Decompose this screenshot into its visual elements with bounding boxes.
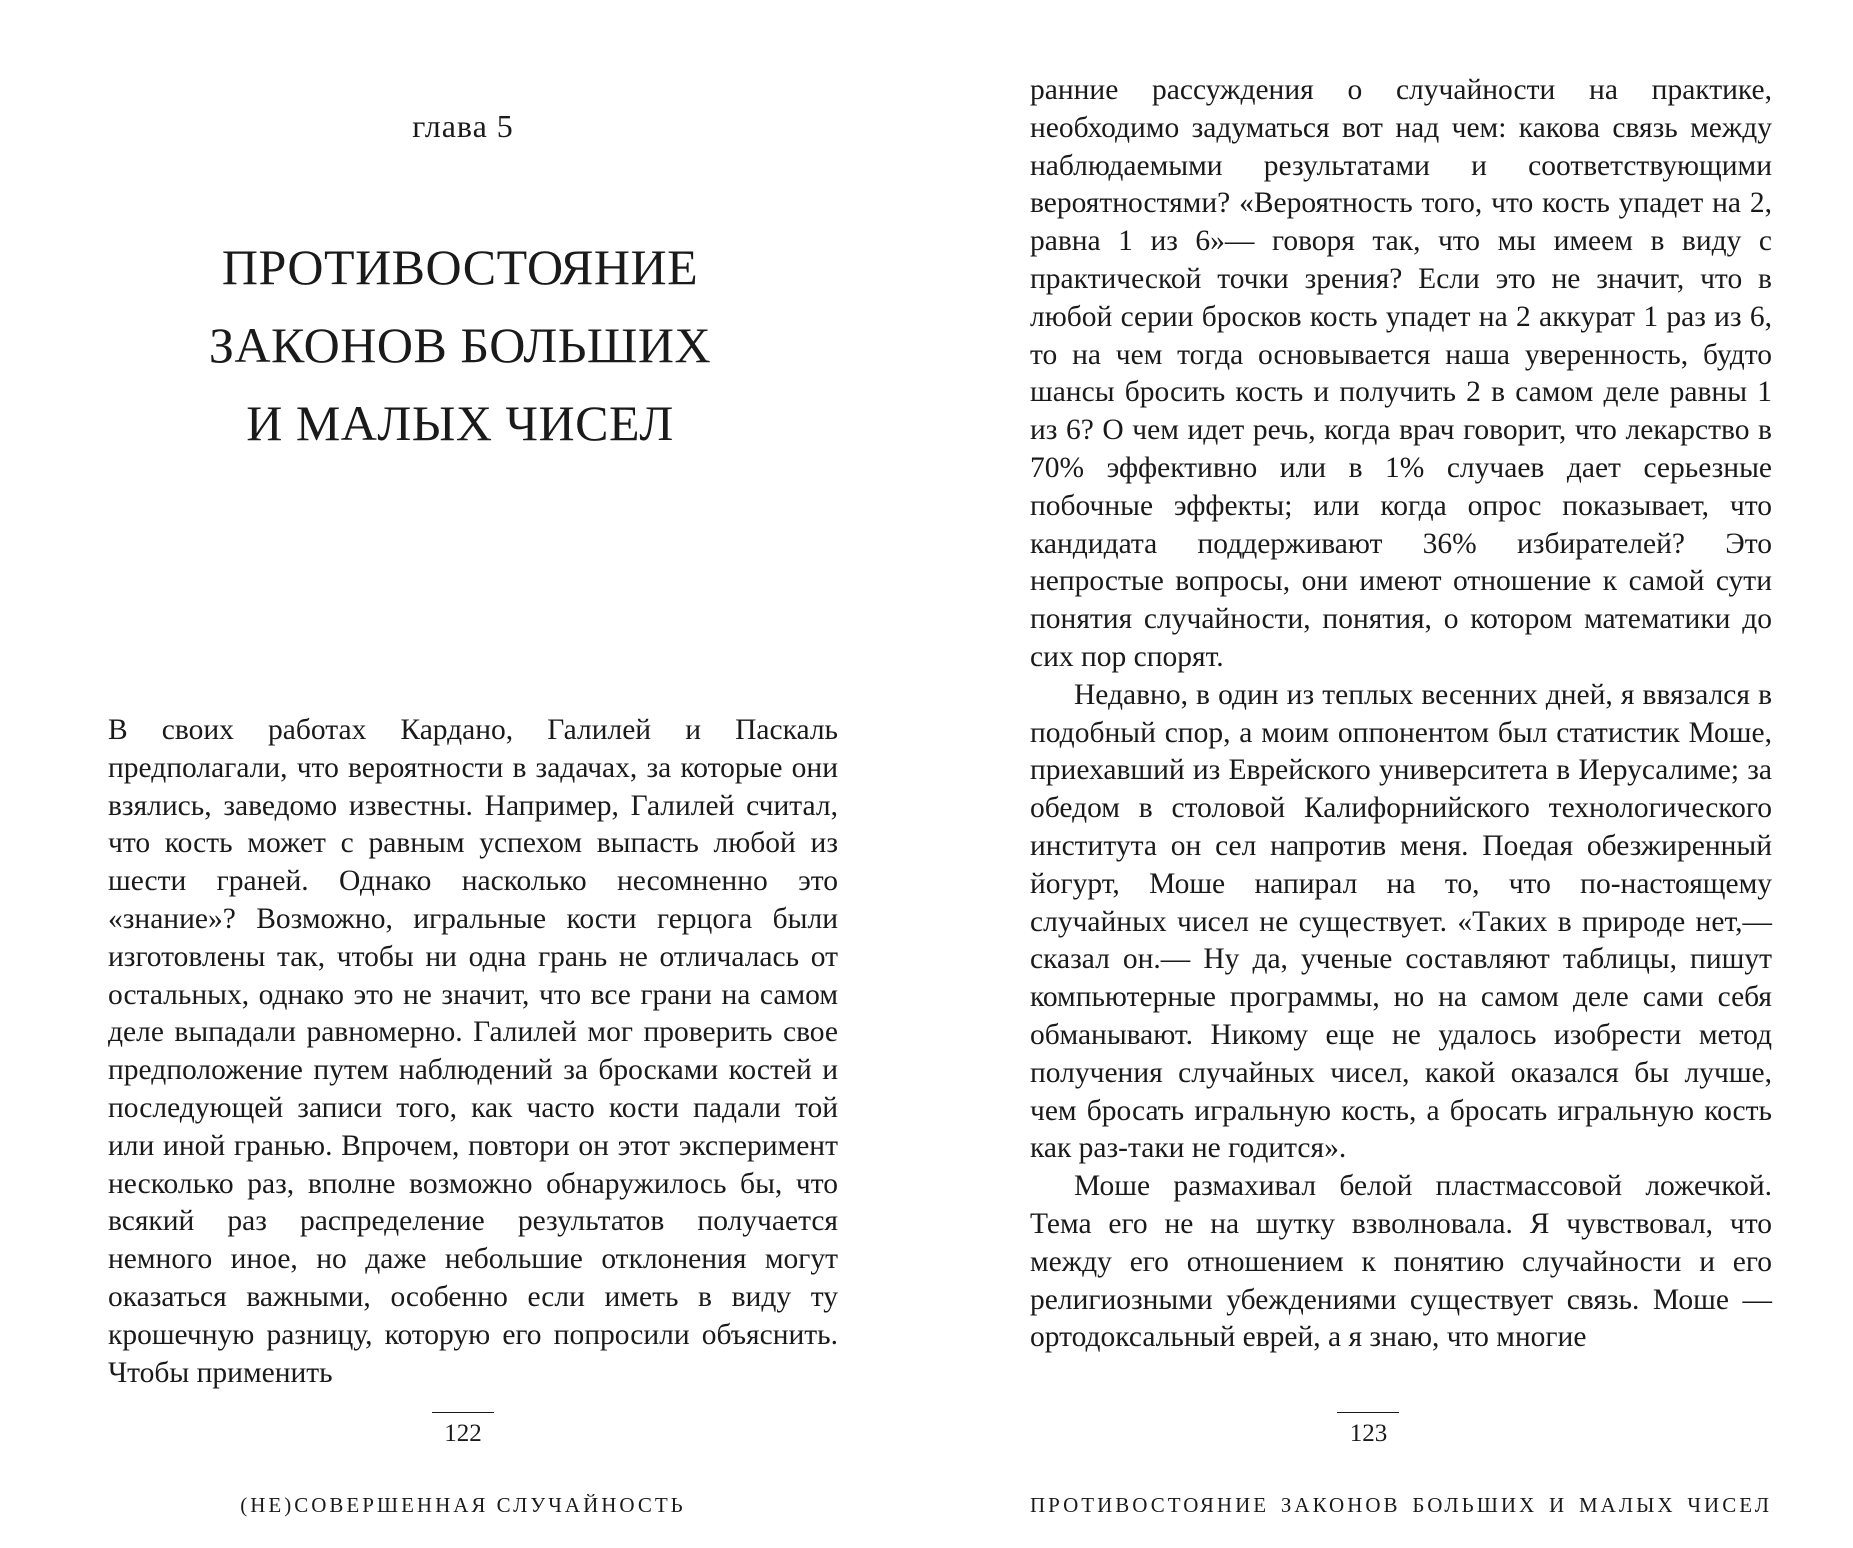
right-body-text	[1030, 72, 1772, 1357]
paragraph: В своих работах Кардано, Галилей и Паскаль предполагали, что вероятности в задачах, за которые они взялись, заведомо известны. Например, Галилей считал, что кость может с равным успехом выпасть любой из шести граней. Однако насколько несомненно это «знание»? Возможно, игральные кости герцога были изготовлены так, чтобы ни одна грань не отличалась от остальных, однако это не значит, что все грани на самом деле выпадали равномерно. Галилей мог проверить свое предположение путем наблюдений за бросками костей и последующей записи того, как часто кости падали той или иной гранью. Впрочем, повтори он этот эксперимент несколько раз, вполне возможно обнаружилось бы, что всякий раз распределение результатов получается немного иное, но даже небольшие отклонения могут оказаться важными, особенно если иметь в виду ту крошечную разницу, которую его попросили объяснить. Чтобы применить	[108, 714, 838, 1389]
chapter-label: глава 5	[412, 108, 514, 144]
folio-rule	[1337, 1412, 1399, 1413]
folio-rule	[432, 1412, 494, 1413]
chapter-title	[110, 228, 810, 462]
page-number: 123	[1349, 1420, 1388, 1447]
chapter-title-line: ПРОТИВОСТОЯНИЕ	[221, 239, 699, 295]
chapter-title-line: И МАЛЫХ ЧИСЕЛ	[246, 395, 674, 451]
left-page	[0, 0, 926, 1548]
left-body-text	[108, 712, 838, 1392]
running-head: ПРОТИВОСТОЯНИЕ ЗАКОНОВ БОЛЬШИХ И МАЛЫХ ЧИСЕЛ	[1030, 1493, 1772, 1517]
paragraph: Недавно, в один из теплых весенних дней, я ввязался в подобный спор, а моим оппонентом был статистик Моше, приехавший из Еврейского университета в Иерусалиме; за обедом в столовой Калифорнийского технологического института он сел напротив меня. Поедая обезжиренный йогурт, Моше напирал на то, что по-настоящему случайных чисел не существует. «Таких в природе нет,— сказал он.— Ну да, ученые составляют таблицы, пишут компьютерные программы, но на самом деле сами себя обманывают. Никому еще не удалось изобрести метод получения случайных чисел, какой оказался бы лучше, чем бросать игральную кость, а бросать игральную кость как раз-таки не годится».	[1030, 678, 1772, 1165]
page-number: 122	[444, 1420, 482, 1447]
right-page	[926, 0, 1853, 1548]
running-head: (НЕ)СОВЕРШЕННАЯ СЛУЧАЙНОСТЬ	[240, 1493, 686, 1517]
chapter-title-line: ЗАКОНОВ БОЛЬШИХ	[208, 317, 712, 373]
paragraph: Моше размахивал белой пластмассовой ложечкой. Тема его не на шутку взволновала. Я чувствовал, что между его отношением к понятию случайности и его религиозными убеждениями существует связь. Моше — ортодоксальный еврей, а я знаю, что многие	[1030, 1170, 1772, 1354]
paragraph: ранние рассуждения о случайности на практике, необходимо задуматься вот над чем: какова связь между наблюдаемыми результатами и соответствующими вероятностями? «Вероятность того, что кость упадет на 2, равна 1 из 6»— говоря так, что мы имеем в виду с практической точки зрения? Если это не значит, что в любой серии бросков кость упадет на 2 аккурат 1 раз из 6, то на чем тогда основывается наша уверенность, будто шансы бросить кость и получить 2 в самом деле равны 1 из 6? О чем идет речь, когда врач говорит, что лекарство в 70% эффективно или в 1% случаев дает серьезные побочные эффекты; или когда опрос показывает, что кандидата поддерживают 36% избирателей? Это непростые вопросы, они имеют отношение к самой сути понятия случайности, понятия, о котором математики до сих пор спорят.	[1030, 74, 1772, 673]
